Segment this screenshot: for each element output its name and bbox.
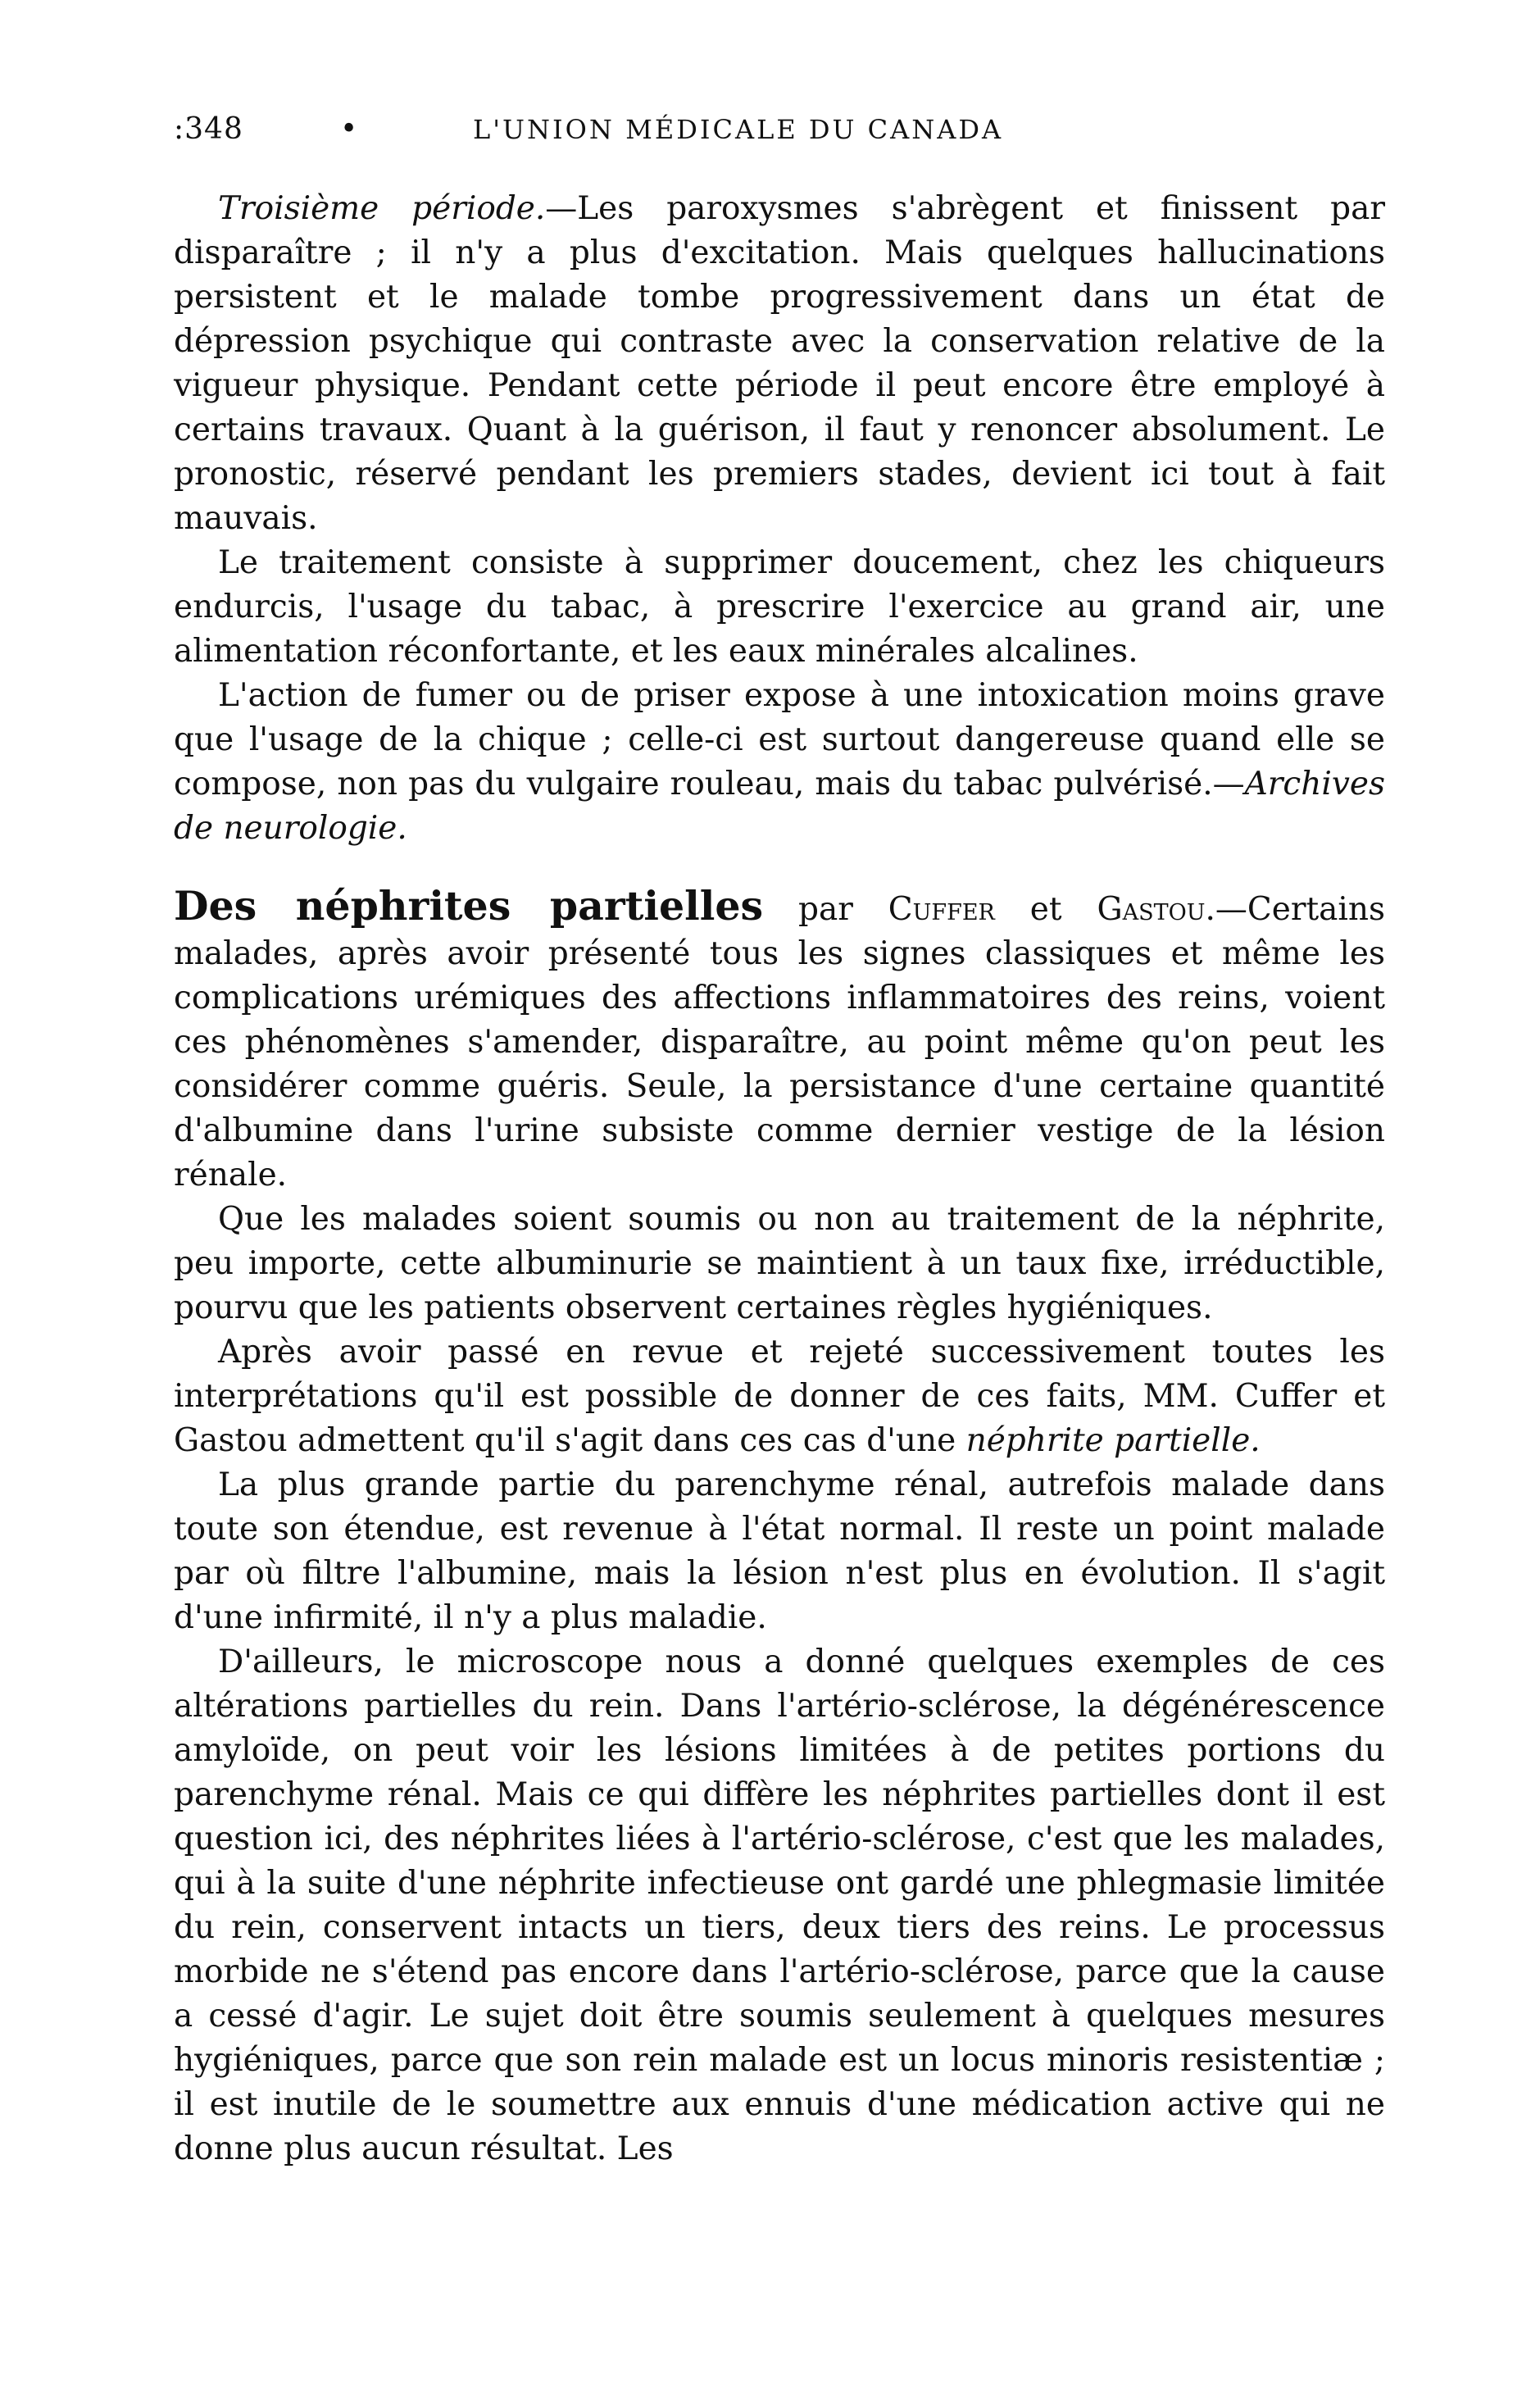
author-cuffer: Cuffer xyxy=(888,891,995,928)
section-title: Des néphrites partielles xyxy=(174,882,764,930)
page-header xyxy=(174,105,1387,154)
header-separator: • xyxy=(340,112,358,146)
section-and: et xyxy=(994,891,1097,928)
paragraph-text: Après avoir passé en revue et rejeté successivement toutes les interprétations qu'il est possible de donner de ces faits, MM. Cuffer et Gastou admettent qu'il s'agit dans ces cas d'une xyxy=(174,1334,1385,1459)
paragraph-parenchyme: La plus grande partie du parenchyme rénal, autrefois malade dans toute son étendue, est revenue à l'état normal. Il reste un point malade par où filtre l'albumine, mais la lésion n'est plus en évolution. Il s'agit d'une infirmité, il n'y a plus maladie. xyxy=(174,1466,1385,1636)
paragraph-microscope: D'ailleurs, le microscope nous a donné quelques exemples de ces altérations partielles du rein. Dans l'artério-sclérose, la dégénérescence amyloïde, on peut voir les lésions limitées à de petites portions du parenchyme rénal. Mais ce qui diffère les néphrites partielles dont il est question ici, des néphrites liées à l'artério-sclérose, c'est que les malades, qui à la suite d'une néphrite infectieuse ont gardé une phlegmasie limitée du rein, conservent intacts un tiers, deux tiers des reins. Le processus morbide ne s'étend pas encore dans l'artério-sclérose, parce que la cause a cessé d'agir. Le sujet doit être soumis seulement à quelques mesures hygiéniques, parce que son rein malade est un locus minoris resistentiæ ; il est inutile de le soumettre aux ennuis d'une médication active qui ne donne plus aucun résultat. Les xyxy=(174,1644,1385,2167)
paragraph-text: L'action de fumer ou de priser expose à une intoxication moins grave que l'usage de la chique ; celle-ci est surtout dangereuse quand elle se compose, non pas du vulgaire rouleau, mais du tabac pulvérisé.— xyxy=(174,677,1385,802)
period-label: Troisième période. xyxy=(218,190,546,227)
article-body xyxy=(174,187,1385,2171)
running-title: L'UNION MÉDICALE DU CANADA xyxy=(473,114,1004,145)
paragraph-text: —Les paroxysmes s'abrègent et finissent par disparaître ; il n'y a plus d'excitation. Mais quelques hallucinations persistent et le malade tombe progressivement dans un état de dépression psychique qui contraste avec la conservation relative de la vigueur physique. Pendant cette période il peut encore être employé à certains travaux. Quant à la guérison, il faut y renoncer absolument. Le pronostic, réservé pendant les premiers stades, devient ici tout à fait mauvais. xyxy=(174,190,1386,537)
source-citation: Archives de neurologie. xyxy=(174,766,1385,847)
paragraph-traitement: Le traitement consiste à supprimer doucement, chez les chiqueurs endurcis, l'usage du tabac, à prescrire l'exercice au grand air, une alimentation réconfortante, et les eaux minérales alcalines. xyxy=(174,544,1385,670)
paragraph-albuminurie: Que les malades soient soumis ou non au traitement de la néphrite, peu importe, cette albuminurie se maintient à un taux fixe, irréductible, pourvu que les patients observent certaines règles hygiéniques. xyxy=(174,1201,1385,1326)
paragraph-text: .—Certains malades, après avoir présenté tous les signes classiques et même les complications urémiques des affections inflammatoires des reins, voient ces phénomènes s'amender, disparaître, au point même qu'on peut les considérer comme guéris. Seule, la persistance d'une certaine quantité d'albumine dans l'urine subsiste comme dernier vestige de la lésion rénale. xyxy=(174,891,1385,1194)
page-number: :348 xyxy=(174,112,243,146)
paragraph-troisieme-periode xyxy=(174,187,1385,541)
paragraph-action-de-fumer xyxy=(174,674,1385,851)
paragraph-interpretations xyxy=(174,1330,1385,1463)
author-gastou: Gastou xyxy=(1097,891,1206,928)
italic-term: néphrite partielle. xyxy=(965,1422,1261,1459)
section-nephrites-partielles xyxy=(174,884,1385,1198)
section-by: par xyxy=(763,891,888,928)
